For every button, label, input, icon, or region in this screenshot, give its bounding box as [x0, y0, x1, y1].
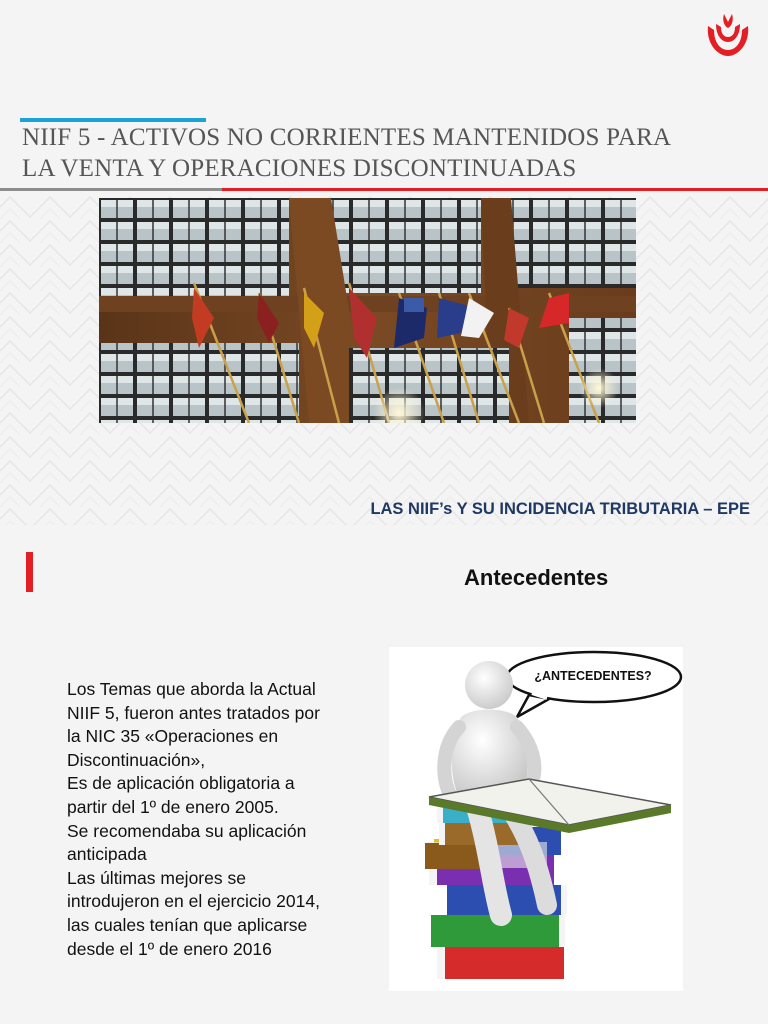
body-text — [67, 678, 372, 961]
divider-grey — [0, 188, 222, 191]
body-line: partir del 1º de enero 2005. — [67, 796, 279, 817]
divider-red — [222, 188, 768, 191]
speech-bubble-text: ¿ANTECEDENTES? — [534, 669, 652, 683]
body-line: Los Temas que aborda la Actual — [67, 679, 316, 699]
reading-figure-illustration — [389, 647, 683, 991]
building-flags-photo — [99, 198, 636, 423]
body-line: Las últimas mejores se — [67, 867, 246, 888]
section-marker — [26, 552, 33, 592]
body-line: Discontinuación», — [67, 749, 206, 770]
body-line: Se recomendaba su aplicación — [67, 820, 307, 841]
body-line: Es de aplicación obligatoria a — [67, 773, 295, 794]
slide-title-line-1: NIIF 5 - ACTIVOS NO CORRIENTES MANTENIDOS PARA — [22, 124, 672, 151]
body-line: NIIF 5, fueron antes tratados por — [67, 702, 320, 723]
upc-logo-icon — [702, 10, 754, 58]
course-title: LAS NIIF’s Y SU INCIDENCIA TRIBUTARIA – EPE — [370, 500, 750, 518]
body-line: introdujeron en el ejercicio 2014, — [67, 891, 320, 912]
slide-title — [22, 122, 742, 184]
section-heading: Antecedentes — [464, 565, 609, 590]
body-line: desde el 1º de enero 2016 — [67, 938, 272, 959]
body-line: la NIC 35 «Operaciones en — [67, 726, 279, 747]
body-line: las cuales tenían que aplicarse — [67, 914, 308, 935]
slide-title-line-2: LA VENTA Y OPERACIONES DISCONTINUADAS — [22, 155, 577, 182]
body-line: anticipada — [67, 844, 147, 865]
